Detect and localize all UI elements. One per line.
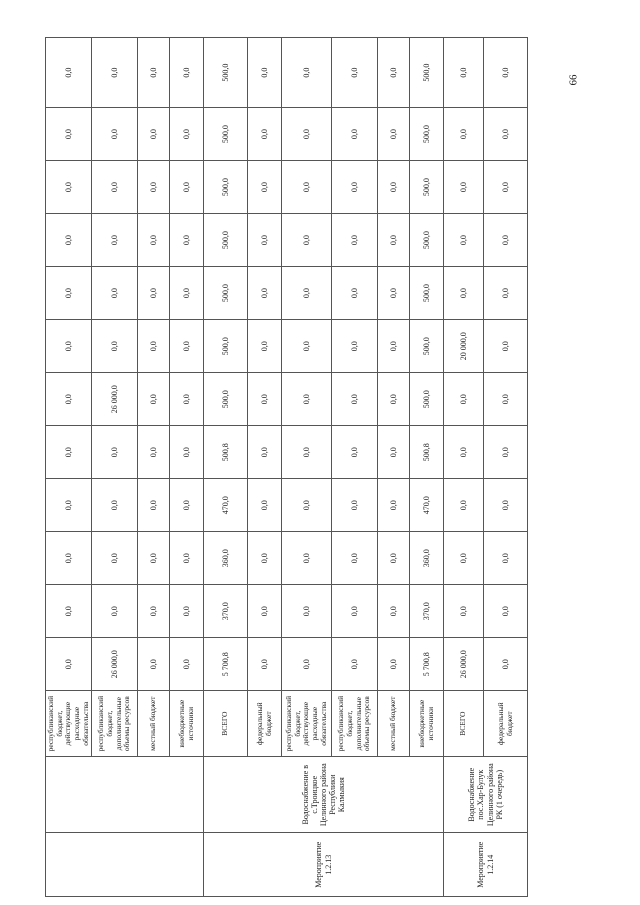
funding-source-cell: республиканский бюджет, дополнительные объемы ресурсов [92, 691, 138, 757]
measure-name-cell: Мероприятие 1.2.13 [204, 833, 444, 897]
value-cell: 500,0 [204, 373, 248, 426]
value-cell: 0,0 [248, 373, 282, 426]
value-cell: 0,0 [92, 320, 138, 373]
value-cell: 0,0 [248, 532, 282, 585]
funding-source-cell: ВСЕГО [204, 691, 248, 757]
value-cell: 0,0 [248, 267, 282, 320]
value-cell: 0,0 [138, 320, 170, 373]
value-cell: 26 000,0 [444, 638, 484, 691]
value-cell: 0,0 [170, 426, 204, 479]
value-cell: 0,0 [332, 214, 378, 267]
value-cell: 500,0 [204, 161, 248, 214]
value-cell: 0,0 [170, 479, 204, 532]
value-cell: 0,0 [138, 479, 170, 532]
value-cell: 0,0 [444, 373, 484, 426]
value-cell: 0,0 [282, 38, 332, 108]
value-cell: 0,0 [332, 638, 378, 691]
value-cell: 500,0 [204, 38, 248, 108]
value-cell: 500,0 [410, 214, 444, 267]
value-cell: 0,0 [332, 161, 378, 214]
value-cell: 0,0 [92, 532, 138, 585]
value-cell: 0,0 [170, 108, 204, 161]
value-cell: 500,0 [204, 320, 248, 373]
value-cell: 0,0 [92, 214, 138, 267]
budget-table [45, 37, 528, 897]
value-cell: 0,0 [444, 214, 484, 267]
value-cell: 0,0 [170, 373, 204, 426]
value-cell: 360,0 [410, 532, 444, 585]
funding-source-cell: федеральный бюджет [484, 691, 528, 757]
value-cell: 0,0 [138, 161, 170, 214]
value-cell: 26 000,0 [92, 638, 138, 691]
value-cell: 5 700,8 [204, 638, 248, 691]
value-cell: 0,0 [484, 373, 528, 426]
value-cell: 0,0 [444, 267, 484, 320]
value-cell: 0,0 [282, 479, 332, 532]
measure-name-cell [46, 833, 204, 897]
value-cell: 0,0 [138, 426, 170, 479]
value-cell: 470,0 [410, 479, 444, 532]
value-cell: 26 000,0 [92, 373, 138, 426]
value-cell: 0,0 [484, 479, 528, 532]
value-cell: 0,0 [170, 585, 204, 638]
value-cell: 0,0 [282, 638, 332, 691]
value-cell: 0,0 [332, 38, 378, 108]
value-cell: 0,0 [282, 532, 332, 585]
value-cell: 0,0 [444, 532, 484, 585]
value-cell: 0,0 [248, 479, 282, 532]
value-cell: 5 700,8 [410, 638, 444, 691]
table-row [46, 38, 92, 897]
value-cell: 0,0 [46, 161, 92, 214]
funding-source-cell: местный бюджет [378, 691, 410, 757]
value-cell: 0,0 [170, 320, 204, 373]
value-cell: 360,0 [204, 532, 248, 585]
value-cell: 0,0 [378, 638, 410, 691]
measure-desc-cell [46, 757, 204, 833]
value-cell: 0,0 [378, 373, 410, 426]
value-cell: 0,0 [46, 479, 92, 532]
value-cell: 470,0 [204, 479, 248, 532]
value-cell: 0,0 [46, 585, 92, 638]
value-cell: 0,0 [46, 108, 92, 161]
funding-source-cell: внебюджетные источники [170, 691, 204, 757]
value-cell: 0,0 [332, 532, 378, 585]
value-cell: 20 000,0 [444, 320, 484, 373]
value-cell: 0,0 [92, 426, 138, 479]
funding-source-cell: местный бюджет [138, 691, 170, 757]
value-cell: 0,0 [332, 373, 378, 426]
value-cell: 0,0 [444, 426, 484, 479]
value-cell: 0,0 [170, 267, 204, 320]
value-cell: 370,0 [410, 585, 444, 638]
value-cell: 0,0 [46, 320, 92, 373]
value-cell: 0,0 [248, 426, 282, 479]
value-cell: 0,0 [282, 320, 332, 373]
value-cell: 0,0 [248, 320, 282, 373]
value-cell: 0,0 [484, 426, 528, 479]
value-cell: 0,0 [444, 585, 484, 638]
value-cell: 0,0 [282, 214, 332, 267]
value-cell: 0,0 [138, 585, 170, 638]
value-cell: 0,0 [378, 267, 410, 320]
value-cell: 0,0 [332, 585, 378, 638]
value-cell: 0,0 [378, 479, 410, 532]
value-cell: 0,0 [46, 532, 92, 585]
value-cell: 0,0 [248, 638, 282, 691]
value-cell: 0,0 [248, 214, 282, 267]
value-cell: 0,0 [138, 108, 170, 161]
value-cell: 0,0 [92, 479, 138, 532]
value-cell: 0,0 [484, 108, 528, 161]
value-cell: 0,0 [46, 267, 92, 320]
value-cell: 0,0 [282, 426, 332, 479]
value-cell: 0,0 [138, 214, 170, 267]
value-cell: 500,0 [204, 214, 248, 267]
value-cell: 500,8 [204, 426, 248, 479]
value-cell: 0,0 [378, 426, 410, 479]
value-cell: 0,0 [46, 214, 92, 267]
funding-source-cell: ВСЕГО [444, 691, 484, 757]
value-cell: 0,0 [444, 479, 484, 532]
value-cell: 0,0 [170, 638, 204, 691]
value-cell: 500,0 [410, 320, 444, 373]
funding-source-cell: внебюджетные источники [410, 691, 444, 757]
value-cell: 0,0 [138, 373, 170, 426]
value-cell: 500,0 [204, 267, 248, 320]
value-cell: 0,0 [444, 161, 484, 214]
funding-source-cell: федеральный бюджет [248, 691, 282, 757]
value-cell: 0,0 [92, 38, 138, 108]
value-cell: 0,0 [484, 532, 528, 585]
value-cell: 0,0 [332, 267, 378, 320]
value-cell: 0,0 [170, 38, 204, 108]
value-cell: 0,0 [248, 161, 282, 214]
value-cell: 0,0 [484, 161, 528, 214]
value-cell: 0,0 [248, 585, 282, 638]
value-cell: 0,0 [248, 38, 282, 108]
value-cell: 500,0 [410, 161, 444, 214]
value-cell: 0,0 [332, 108, 378, 161]
value-cell: 0,0 [484, 38, 528, 108]
value-cell: 0,0 [92, 585, 138, 638]
funding-source-cell: республиканский бюджет, дополнительные объемы ресурсов [332, 691, 378, 757]
value-cell: 0,0 [282, 161, 332, 214]
funding-source-cell: республиканский бюджет, действующие расходные обязательства [282, 691, 332, 757]
value-cell: 0,0 [138, 638, 170, 691]
value-cell: 0,0 [170, 214, 204, 267]
value-cell: 0,0 [484, 214, 528, 267]
value-cell: 0,0 [282, 267, 332, 320]
value-cell: 0,0 [138, 267, 170, 320]
value-cell: 0,0 [46, 638, 92, 691]
value-cell: 0,0 [484, 638, 528, 691]
page-number: 66 [567, 74, 580, 86]
value-cell: 500,0 [410, 267, 444, 320]
value-cell: 0,0 [378, 214, 410, 267]
value-cell: 0,0 [46, 373, 92, 426]
value-cell: 0,0 [378, 108, 410, 161]
value-cell: 0,0 [46, 38, 92, 108]
measure-name-cell: Мероприятие 1.2.14 [444, 833, 528, 897]
value-cell: 500,8 [410, 426, 444, 479]
value-cell: 0,0 [332, 320, 378, 373]
value-cell: 0,0 [378, 161, 410, 214]
value-cell: 0,0 [444, 38, 484, 108]
value-cell: 0,0 [378, 532, 410, 585]
funding-source-cell: республиканский бюджет, действующие расходные обязательства [46, 691, 92, 757]
value-cell: 0,0 [484, 585, 528, 638]
value-cell: 0,0 [378, 38, 410, 108]
value-cell: 0,0 [378, 585, 410, 638]
value-cell: 500,0 [410, 38, 444, 108]
value-cell: 0,0 [484, 267, 528, 320]
measure-desc-cell: Водоснабжение пос.Хар-Булук Целинного района РК (1 очередь) [444, 757, 528, 833]
value-cell: 0,0 [282, 108, 332, 161]
table-row [444, 38, 484, 897]
value-cell: 0,0 [484, 320, 528, 373]
value-cell: 0,0 [444, 108, 484, 161]
value-cell: 0,0 [248, 108, 282, 161]
value-cell: 0,0 [46, 426, 92, 479]
value-cell: 0,0 [92, 161, 138, 214]
value-cell: 500,0 [410, 108, 444, 161]
measure-desc-cell: Водоснабжение в с.Троицкое Целинного района Республики Калмыкия [204, 757, 444, 833]
value-cell: 0,0 [332, 479, 378, 532]
value-cell: 370,0 [204, 585, 248, 638]
value-cell: 0,0 [138, 532, 170, 585]
value-cell: 500,0 [410, 373, 444, 426]
value-cell: 0,0 [170, 161, 204, 214]
value-cell: 0,0 [138, 38, 170, 108]
table-row [204, 38, 248, 897]
value-cell: 0,0 [92, 108, 138, 161]
value-cell: 0,0 [332, 426, 378, 479]
value-cell: 0,0 [92, 267, 138, 320]
rotated-table-container [45, 37, 525, 897]
value-cell: 0,0 [170, 532, 204, 585]
value-cell: 0,0 [282, 585, 332, 638]
value-cell: 0,0 [378, 320, 410, 373]
value-cell: 0,0 [282, 373, 332, 426]
value-cell: 500,0 [204, 108, 248, 161]
